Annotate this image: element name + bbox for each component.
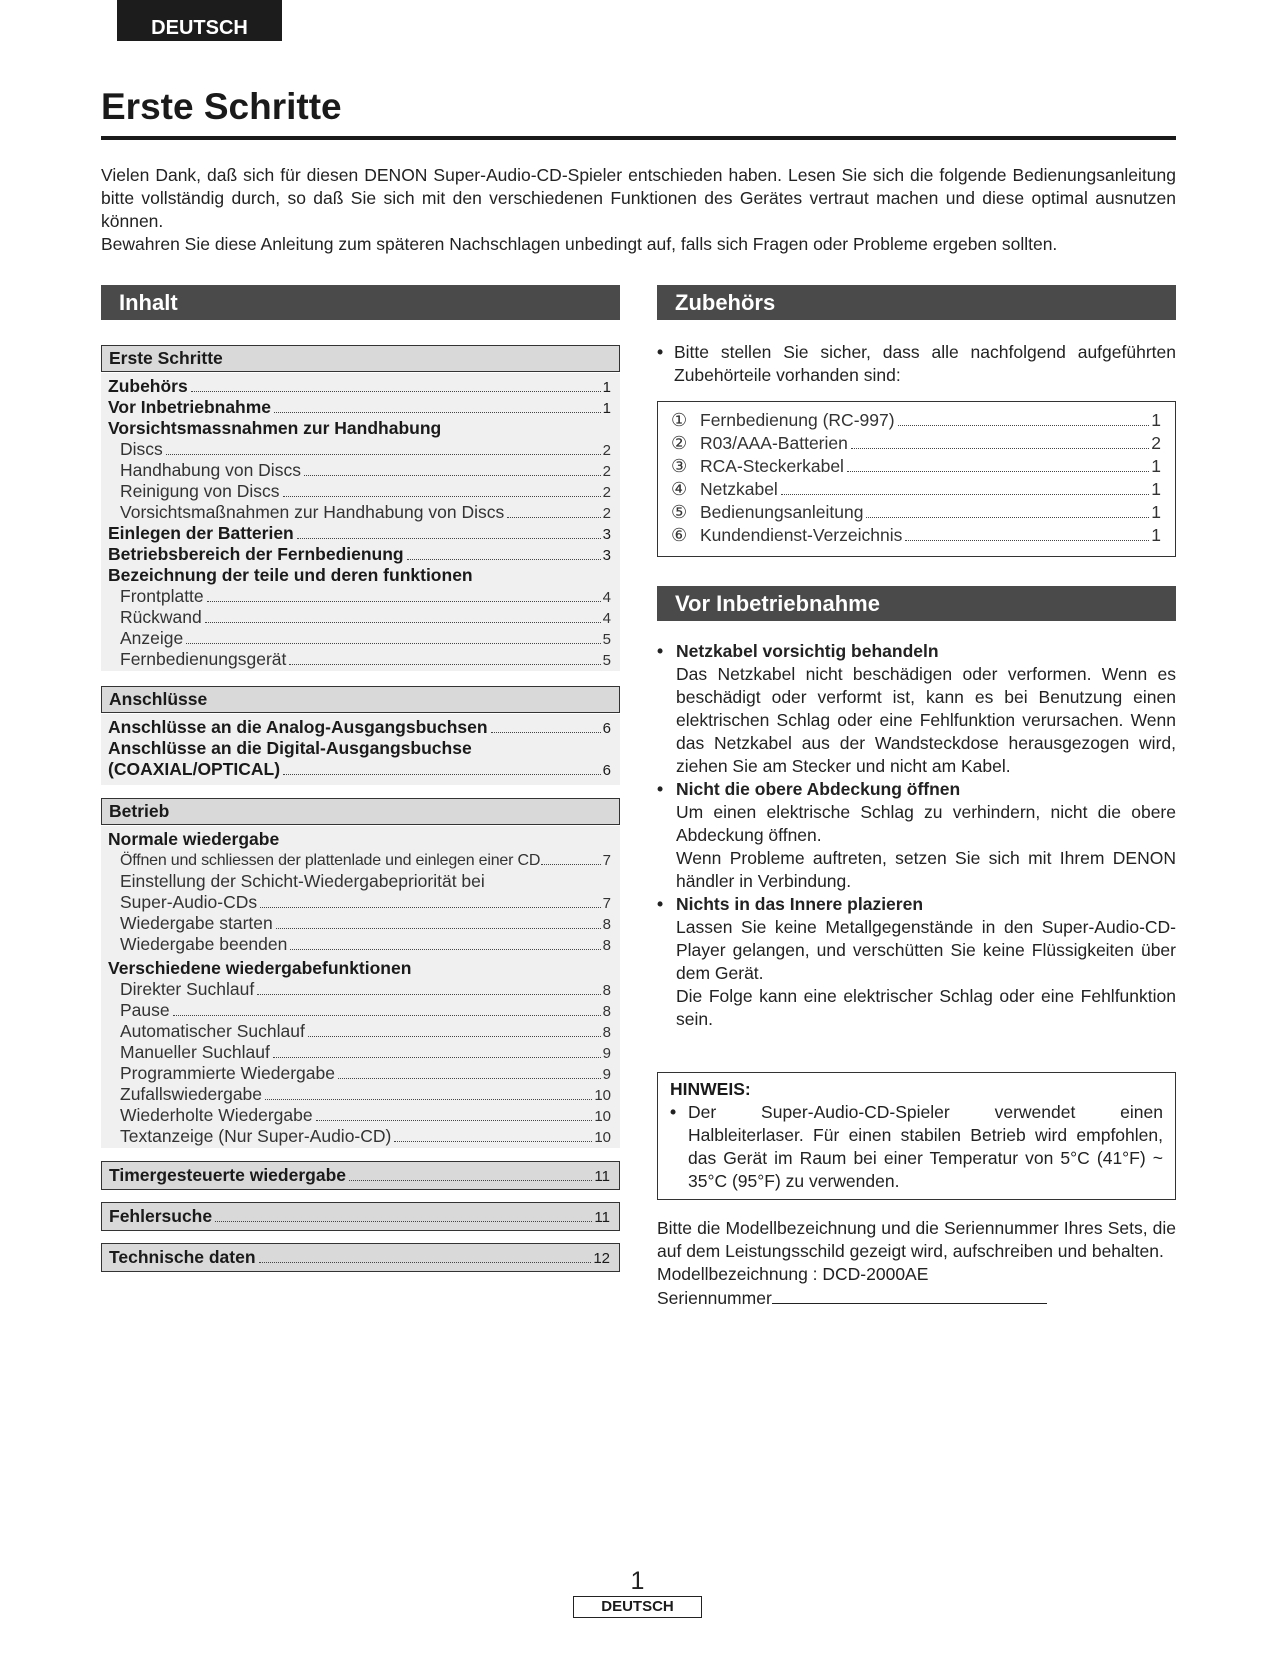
toc-entry[interactable] [108, 523, 611, 544]
toc-entry[interactable] [108, 759, 611, 780]
warning-item [657, 640, 1176, 778]
toc-single-section[interactable] [101, 1202, 620, 1231]
toc-entry-heading [108, 565, 611, 586]
toc-entry-page: 10 [594, 1087, 611, 1104]
closing-text [657, 1217, 1176, 1310]
toc-entry-text: Vor Inbetriebnahme [108, 397, 272, 417]
footer-language-label: DEUTSCH [573, 1596, 702, 1618]
toc-entry-page: 11 [594, 1168, 610, 1185]
toc-entry-text: Programmierte Wiedergabe [120, 1063, 335, 1083]
title-rule [101, 136, 1176, 140]
toc-entry-text: Reinigung von Discs [120, 481, 280, 501]
toc-entry-text: Manueller Suchlauf [120, 1042, 270, 1062]
warning-text: Wenn Probleme auftreten, setzen Sie sich mit Ihrem DENON händler in Verbindung. [676, 848, 1176, 891]
toc-entry-text: Automatischer Suchlauf [120, 1021, 305, 1041]
toc-entry[interactable] [108, 376, 611, 397]
toc-group-entries [101, 826, 620, 1148]
toc-entry-text: Anzeige [120, 628, 184, 648]
toc-entry-text: Einstellung der Schicht-Wiedergabepriorität bei [120, 871, 485, 891]
toc-entry-text: Frontplatte [120, 586, 204, 606]
toc-entry-heading [108, 418, 611, 439]
before-use-header: Vor Inbetriebnahme [657, 586, 1176, 621]
toc-entry[interactable] [108, 628, 611, 649]
toc-entry[interactable] [108, 1063, 611, 1084]
warning-heading: Netzkabel vorsichtig behandeln [676, 641, 939, 661]
toc-entry[interactable] [108, 502, 611, 523]
bullet-icon: • [657, 641, 664, 661]
toc-entry[interactable] [108, 397, 611, 418]
toc-entry[interactable] [108, 913, 611, 934]
toc-entry[interactable] [108, 1042, 611, 1063]
toc-entry[interactable] [108, 934, 611, 955]
toc-entry-text: Technische daten [109, 1247, 256, 1267]
note-box [657, 1072, 1176, 1200]
toc-group-entries [101, 714, 620, 785]
toc-group-title: Betrieb [101, 798, 620, 825]
accessories-header: Zubehörs [657, 285, 1176, 320]
toc-entry-text: Rückwand [120, 607, 202, 627]
toc-entry-text: Pause [120, 1000, 170, 1020]
toc-entry-page: 1 [602, 400, 611, 417]
accessories-list [657, 401, 1176, 557]
toc-entry-text: Wiedergabe beenden [120, 934, 288, 954]
toc-entry-text: Handhabung von Discs [120, 460, 301, 480]
before-use-list [657, 640, 1176, 1031]
warning-text: Das Netzkabel nicht beschädigen oder verformen. Wenn es beschädigt oder verformt ist, kann es bei Benutzung einen elektrischen Schlag oder eine Fehlfunktion verursachen. Wenn das Netzkabel aus der Wandsteckdose herausgezogen wird, ziehen Sie am Stecker und nicht am Kabel. [676, 664, 1176, 776]
toc-single-section[interactable] [101, 1243, 620, 1272]
toc-entry-page: 6 [602, 720, 611, 737]
toc-entry[interactable] [108, 649, 611, 670]
accessory-item: ① Fernbedienung (RC-997) 1 [671, 410, 1161, 430]
language-tab: DEUTSCH [117, 0, 282, 41]
toc-entry[interactable] [108, 439, 611, 460]
toc-entry-text: Timergesteuerte wiedergabe [109, 1165, 346, 1185]
toc-entry-text: Super-Audio-CDs [120, 892, 258, 912]
accessory-item: ④ Netzkabel 1 [671, 479, 1161, 499]
toc-entry-page: 7 [602, 852, 611, 869]
accessory-item: ⑥ Kundendienst-Verzeichnis 1 [671, 525, 1161, 545]
toc-group-title: Anschlüsse [101, 686, 620, 713]
page-title: Erste Schritte [101, 86, 342, 127]
page-number: 1 [630, 1567, 645, 1595]
warning-heading: Nichts in das Innere plazieren [676, 894, 924, 914]
toc-entry-page: 2 [602, 484, 611, 501]
toc-entry-text: Verschiedene wiedergabefunktionen [108, 958, 412, 978]
toc-entry-text: Direkter Suchlauf [120, 979, 255, 999]
model-line: Modellbezeichnung : DCD-2000AE [657, 1264, 929, 1284]
toc-entry-text: Öffnen und schliessen der plattenlade und einlegen einer CD [120, 852, 541, 869]
toc-entry-text: Fehlersuche [109, 1206, 213, 1226]
accessories-intro [657, 341, 1176, 387]
toc-entry-page: 10 [594, 1129, 611, 1146]
bullet-icon: • [670, 1102, 677, 1122]
toc-entry[interactable] [108, 586, 611, 607]
toc-entry[interactable] [108, 1021, 611, 1042]
toc-entry-page: 8 [602, 916, 611, 933]
serial-label: Seriennummer [657, 1288, 772, 1308]
toc-entry[interactable] [108, 1084, 611, 1105]
intro-paragraph-1: Vielen Dank, daß sich für diesen DENON Super-Audio-CD-Spieler entschieden haben. Lesen Sie sich die folgende Bedienungsanleitung bitte vollständig durch, so daß Sie sich mit den verschiedenen Funktionen des Gerätes vertraut machen und diese optimal ausnutzen können. [101, 165, 1176, 231]
toc-entry[interactable] [108, 481, 611, 502]
intro-paragraph-2: Bewahren Sie diese Anleitung zum späteren Nachschlagen unbedingt auf, falls sich Fragen oder Probleme ergeben sollten. [101, 234, 1058, 254]
toc-entry-page: 3 [602, 547, 611, 564]
toc-entry-text: (COAXIAL/OPTICAL) [108, 759, 281, 779]
toc-entry-page: 6 [602, 762, 611, 779]
toc-entry-text: Anschlüsse an die Analog-Ausgangsbuchsen [108, 717, 488, 737]
toc-entry-text: Anschlüsse an die Digital-Ausgangsbuchse [108, 738, 472, 758]
toc-entry-text: Textanzeige (Nur Super-Audio-CD) [120, 1126, 392, 1146]
toc-entry-page: 7 [602, 895, 611, 912]
intro-text [101, 164, 1176, 256]
toc-entry[interactable] [108, 717, 611, 738]
toc-entry-heading [108, 958, 611, 979]
toc-entry-text: Zubehörs [108, 376, 188, 396]
toc-entry-page: 5 [602, 652, 611, 669]
accessory-item: ③ RCA-Steckerkabel 1 [671, 456, 1161, 476]
toc-header: Inhalt [101, 285, 620, 320]
toc-entry-text: Fernbedienungsgerät [120, 649, 287, 669]
toc-entry-heading [108, 829, 611, 850]
toc-group-title: Erste Schritte [101, 345, 620, 372]
toc-single-section[interactable] [101, 1161, 620, 1190]
closing-paragraph: Bitte die Modellbezeichnung und die Seriennummer Ihres Sets, die auf dem Leistungsschild gezeigt wird, aufschreiben und behalten. [657, 1218, 1176, 1261]
toc-entry-text: Vorsichtsmaßnahmen zur Handhabung von Discs [120, 502, 505, 522]
toc-entry-page: 9 [602, 1066, 611, 1083]
toc-entry-text: Wiedergabe starten [120, 913, 273, 933]
bullet-icon: • [657, 779, 664, 799]
toc-entry-page: 2 [602, 463, 611, 480]
toc-entry-text: Vorsichtsmassnahmen zur Handhabung [108, 418, 442, 438]
toc-entry-text: Normale wiedergabe [108, 829, 280, 849]
toc-entry-text: Wiederholte Wiedergabe [120, 1105, 313, 1125]
toc-entry-page: 4 [602, 589, 611, 606]
warning-item [657, 893, 1176, 1031]
toc-entry-text: Betriebsbereich der Fernbedienung [108, 544, 404, 564]
toc-entry[interactable] [108, 1105, 611, 1126]
toc-entry-page: 12 [593, 1250, 610, 1267]
bullet-icon: • [657, 342, 664, 362]
toc-entry[interactable] [108, 607, 611, 628]
toc-entry-text: Einlegen der Batterien [108, 523, 294, 543]
toc-entry[interactable] [108, 892, 611, 913]
warning-text: Die Folge kann eine elektrischer Schlag oder eine Fehlfunktion sein. [676, 986, 1176, 1029]
toc-entry-heading [108, 871, 611, 892]
toc-entry-page: 5 [602, 631, 611, 648]
toc-entry-page: 8 [602, 982, 611, 999]
toc-entry-page: 2 [602, 505, 611, 522]
toc-entry-page: 8 [602, 1003, 611, 1020]
toc-entry-page: 1 [602, 379, 611, 396]
warning-text: Lassen Sie keine Metallgegenstände in den Super-Audio-CD-Player gelangen, und verschütten Sie keine Flüssigkeiten über dem Gerät. [676, 917, 1176, 983]
toc-entry-text: Zufallswiedergabe [120, 1084, 263, 1104]
serial-line [657, 1286, 1176, 1310]
toc-entry-page: 8 [602, 937, 611, 954]
toc-entry[interactable] [108, 460, 611, 481]
toc-entry[interactable] [108, 544, 611, 565]
accessory-item: ⑤ Bedienungsanleitung 1 [671, 502, 1161, 522]
toc-entry-page: 11 [594, 1209, 610, 1226]
warning-item [657, 778, 1176, 893]
note-heading: HINWEIS: [670, 1079, 751, 1099]
accessories-intro-text: Bitte stellen Sie sicher, dass alle nachfolgend aufgeführten Zubehörteile vorhanden sind: [674, 342, 1176, 385]
accessory-item: ② R03/AAA-Batterien 2 [671, 433, 1161, 453]
bullet-icon: • [657, 894, 664, 914]
note-text: Der Super-Audio-CD-Spieler verwendet einen Halbleiterlaser. Für einen stabilen Betrieb wird empfohlen, das Gerät im Raum bei einer Temperatur von 5°C (41°F) ~ 35°C (95°F) zu verwenden. [688, 1102, 1163, 1191]
toc-entry[interactable] [108, 850, 611, 871]
toc-entry[interactable] [108, 1000, 611, 1021]
toc-group-entries [101, 373, 620, 671]
toc-entry-heading [108, 738, 611, 759]
toc-entry-text: Discs [120, 439, 163, 459]
toc-entry-page: 9 [602, 1045, 611, 1062]
toc-entry[interactable] [108, 979, 611, 1000]
toc-entry[interactable] [108, 1126, 611, 1147]
toc-entry-page: 3 [602, 526, 611, 543]
toc-entry-text: Bezeichnung der teile und deren funktionen [108, 565, 473, 585]
toc-entry-page: 4 [602, 610, 611, 627]
toc-entry-page: 2 [602, 442, 611, 459]
toc-entry-page: 8 [602, 1024, 611, 1041]
toc-entry-page: 10 [594, 1108, 611, 1125]
serial-number-blank[interactable] [772, 1286, 1047, 1304]
warning-heading: Nicht die obere Abdeckung öffnen [676, 779, 961, 799]
warning-text: Um einen elektrische Schlag zu verhindern, nicht die obere Abdeckung öffnen. [676, 802, 1176, 845]
